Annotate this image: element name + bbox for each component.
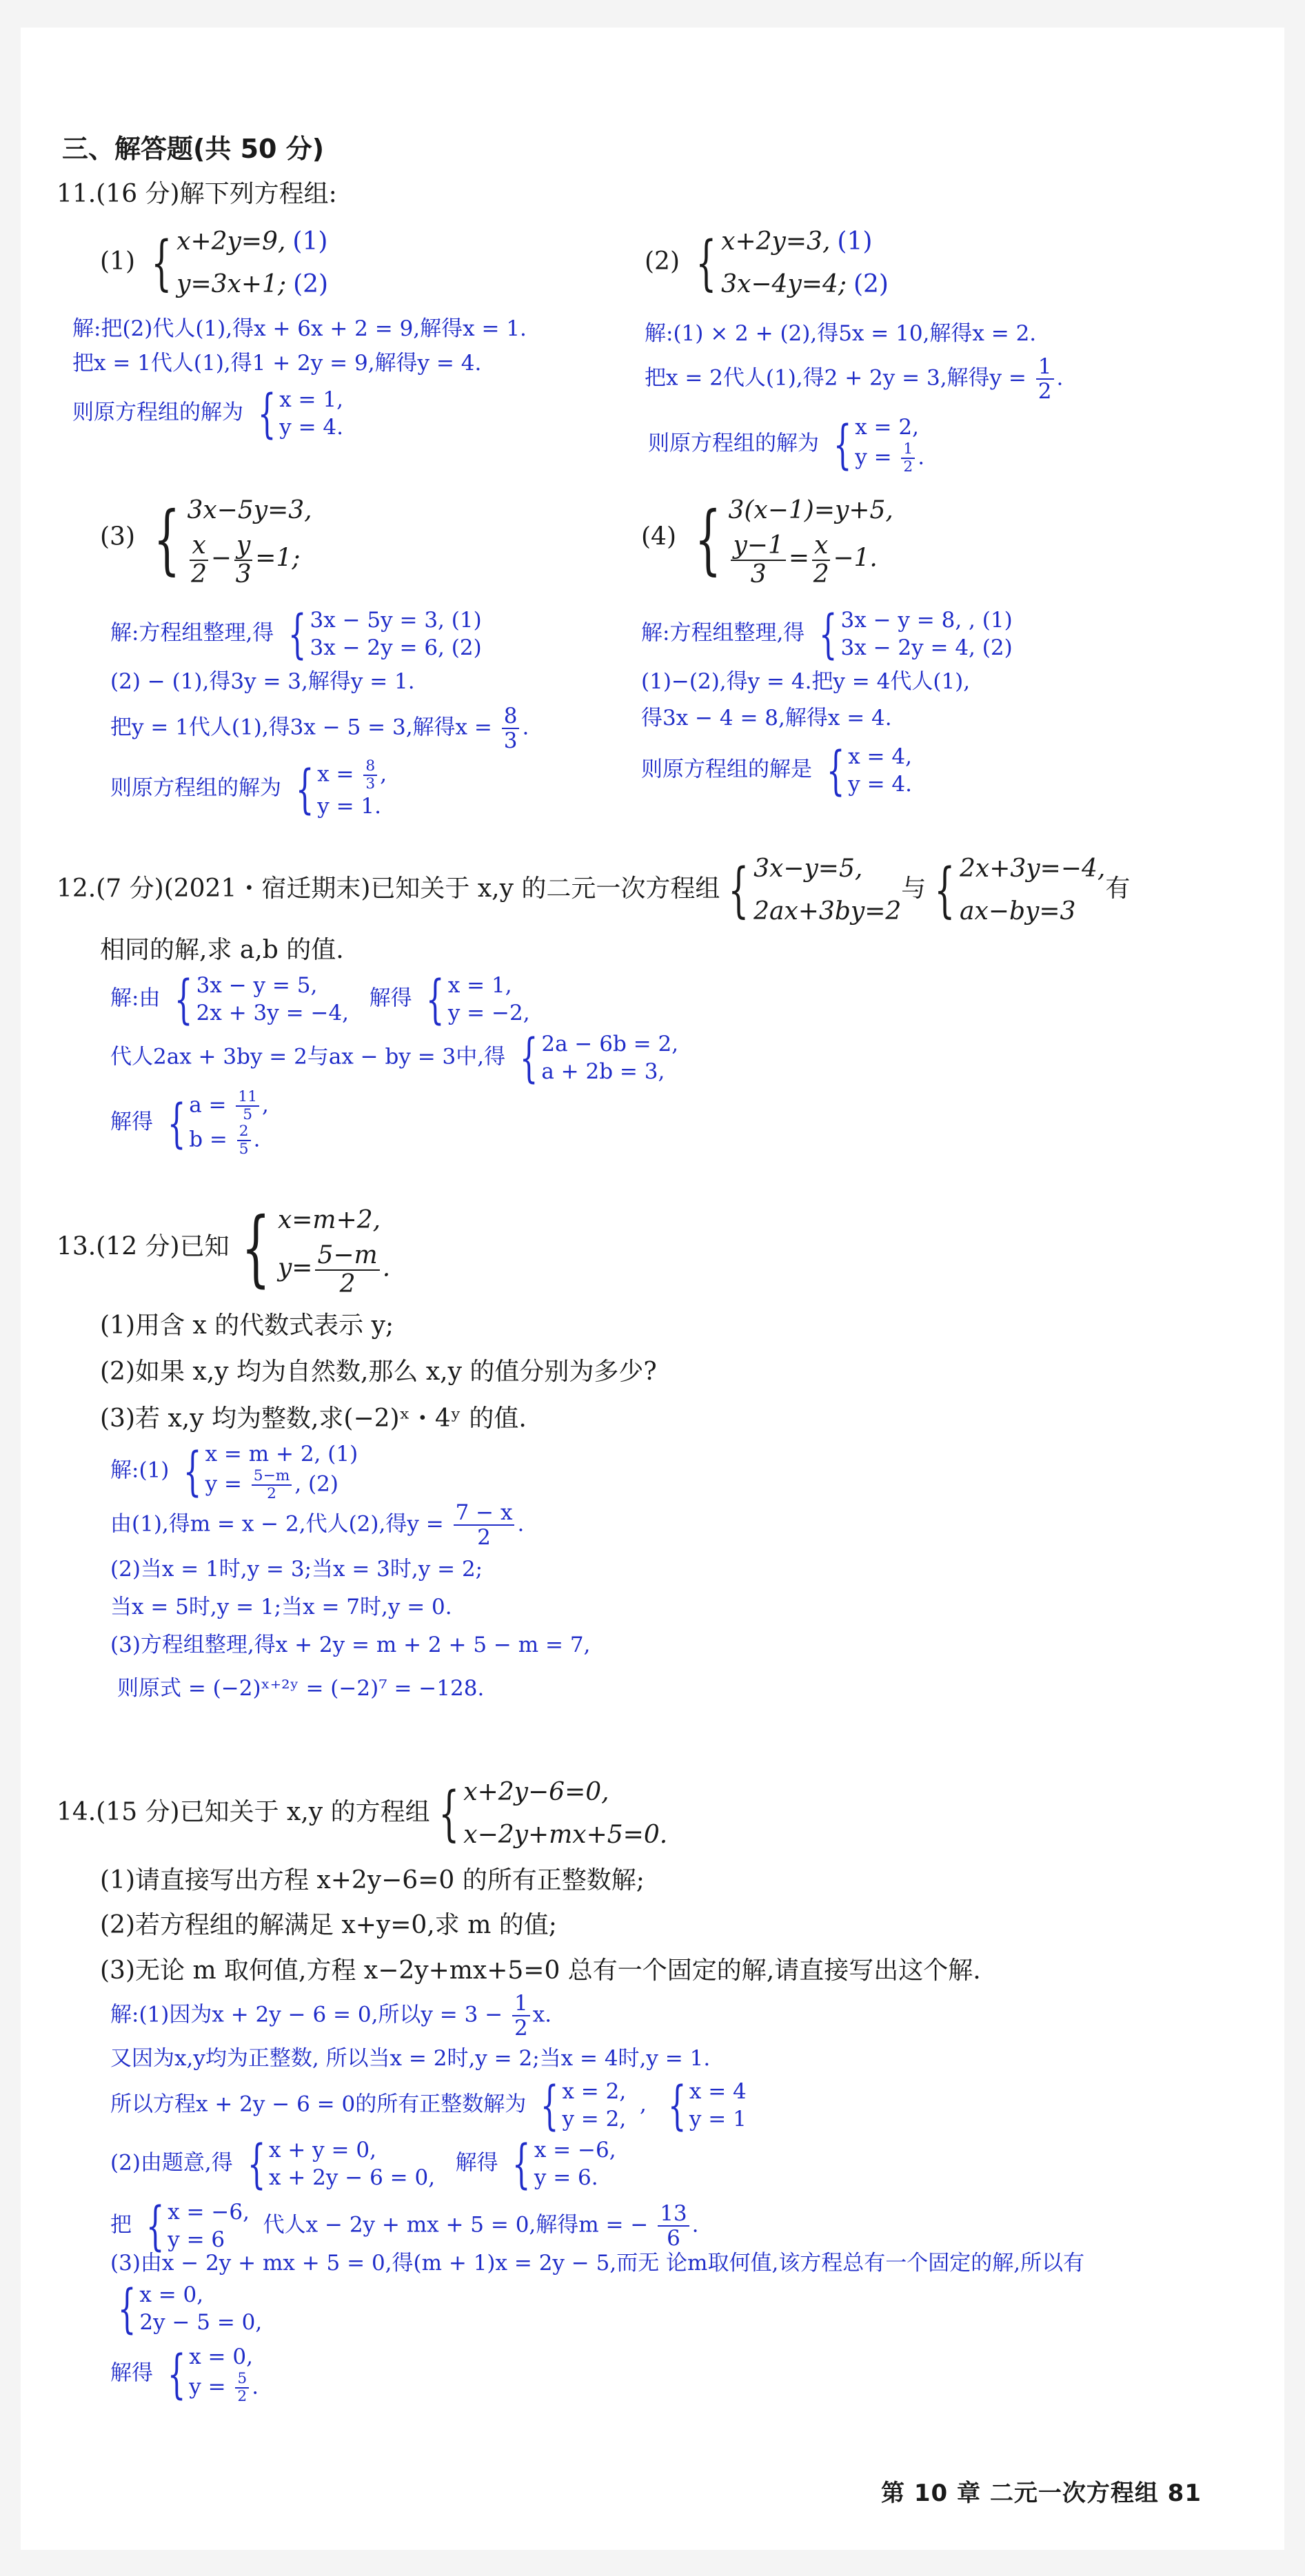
solution-system bbox=[160, 1089, 269, 1157]
answer-text: 代人x − 2y + mx + 5 = 0,解得m = − bbox=[263, 2212, 649, 2238]
equation: 3x−4y=4; bbox=[721, 270, 847, 298]
answer-text: 解得 bbox=[455, 2150, 498, 2176]
q13-answer-line5: (3)方程组整理,得x + 2y = m + 2 + 5 − m = 7, bbox=[110, 1633, 591, 1657]
brace-icon: { bbox=[174, 968, 193, 1030]
q11-part1 bbox=[100, 221, 328, 306]
answer-text: . bbox=[918, 444, 925, 470]
equation-tag: (1) bbox=[292, 227, 328, 256]
solution-system bbox=[288, 758, 387, 820]
answer-text: y = bbox=[205, 1471, 242, 1497]
question-text: 有 bbox=[1105, 875, 1131, 903]
q12-answer-line1 bbox=[110, 968, 530, 1030]
brace-icon: { bbox=[288, 603, 307, 664]
brace-icon: { bbox=[151, 229, 172, 298]
q11-p4-answer-line3: 得3x − 4 = 8,解得x = 4. bbox=[641, 706, 892, 730]
answer-text: 由(1),得m = x − 2,代人(2),得y = bbox=[110, 1511, 444, 1537]
answer-text: x. bbox=[532, 2002, 552, 2027]
fraction bbox=[235, 2371, 249, 2405]
question-text: 13.(12 分)已知 bbox=[57, 1232, 230, 1261]
answer-text: 解:(1) bbox=[110, 1458, 170, 1483]
equation bbox=[278, 1242, 390, 1298]
numerator: 1 bbox=[901, 441, 915, 459]
solution-system bbox=[505, 2133, 616, 2194]
q11-part2 bbox=[645, 221, 889, 306]
brace-icon: { bbox=[512, 2133, 531, 2194]
answer-text: y = bbox=[855, 444, 892, 470]
answer-text: y = bbox=[189, 2374, 226, 2400]
denominator: 2 bbox=[267, 1484, 276, 1502]
q12-answer-line3 bbox=[110, 1089, 269, 1157]
brace-icon: { bbox=[819, 603, 838, 664]
q11-part4 bbox=[641, 489, 893, 588]
q11-p3-answer-line2: (2) − (1),得3y = 3,解得y = 1. bbox=[110, 669, 415, 694]
solution-y: y = 1. bbox=[317, 793, 381, 819]
answer-system bbox=[240, 2133, 436, 2194]
q13-sub1: (1)用含 x 的代数式表示 y; bbox=[100, 1311, 394, 1340]
denominator: 2 bbox=[903, 458, 913, 476]
q14-answer-line5 bbox=[110, 2195, 699, 2256]
solution-x: x = −6, bbox=[534, 2138, 616, 2163]
q14-answer-line6: (3)由x − 2y + mx + 5 = 0,得(m + 1)x = 2y − 5,而无 论m取何值,该方程总有一个固定的解,所以有 bbox=[110, 2251, 1085, 2276]
brace-icon: { bbox=[667, 2074, 686, 2136]
equation: 2x+3y=−4, bbox=[960, 855, 1106, 883]
q11-p4-answer-line2: (1)−(2),得y = 4.把y = 4代人(1), bbox=[641, 669, 971, 694]
brace-icon: { bbox=[241, 1200, 270, 1296]
equation-system bbox=[687, 221, 889, 306]
equation: 3x−y=5, bbox=[753, 855, 863, 883]
fraction bbox=[252, 1468, 292, 1502]
numerator: x bbox=[190, 532, 208, 561]
question-text: 12.(7 分)(2021・宿迁期末)已知关于 x,y 的二元一次方程组 bbox=[57, 875, 720, 903]
q11-p1-answer-line2: 把x = 1代人(1),得1 + 2y = 9,解得y = 4. bbox=[72, 351, 482, 376]
q13-sub2: (2)如果 x,y 均为自然数,那么 x,y 的值分别为多少? bbox=[100, 1358, 657, 1386]
equation-text: . bbox=[382, 1254, 391, 1282]
fraction bbox=[1036, 355, 1054, 403]
brace-icon: { bbox=[145, 2195, 165, 2256]
solution-x: x = −6, bbox=[168, 2200, 250, 2225]
denominator: 5 bbox=[243, 1105, 253, 1123]
denominator: 2 bbox=[477, 1525, 491, 1551]
denominator: 2 bbox=[813, 560, 829, 589]
q12-line2: 相同的解,求 a,b 的值. bbox=[100, 936, 344, 964]
fraction bbox=[901, 441, 915, 476]
q13-stem bbox=[57, 1199, 390, 1298]
equation-tag: (2) bbox=[293, 270, 329, 298]
answer-text: . bbox=[522, 715, 529, 740]
denominator: 3 bbox=[365, 775, 376, 793]
equation: x−2y+mx+5=0. bbox=[463, 1821, 668, 1849]
equation-tag: (1) bbox=[837, 227, 873, 256]
section-title: 三、解答题(共 50 分) bbox=[62, 134, 325, 164]
solution-y: y = 2, bbox=[562, 2107, 627, 2132]
answer-text: b = bbox=[189, 1127, 227, 1152]
q11-p3-answer-line1 bbox=[110, 603, 482, 664]
solution-system bbox=[819, 739, 912, 801]
equation: x+2y−6=0, bbox=[463, 1778, 609, 1806]
answer-equation: 3x − 2y = 6, (2) bbox=[310, 635, 482, 660]
denominator: 3 bbox=[503, 728, 518, 754]
equation: x+2y=3, bbox=[721, 227, 831, 256]
numerator: 8 bbox=[363, 758, 377, 776]
equation: x=m+2, bbox=[277, 1206, 381, 1234]
equation-system bbox=[143, 489, 312, 588]
answer-equation: 3x − 5y = 3, (1) bbox=[310, 608, 482, 633]
fraction bbox=[237, 1123, 251, 1158]
brace-icon: { bbox=[247, 2133, 266, 2194]
equation-text: y= bbox=[277, 1254, 313, 1282]
answer-equation: 3x − 2y = 4, (2) bbox=[840, 635, 1013, 660]
q11-part3 bbox=[100, 489, 312, 588]
brace-icon: { bbox=[519, 1027, 538, 1088]
brace-icon: { bbox=[117, 2278, 136, 2339]
answer-text: . bbox=[1056, 365, 1064, 391]
question-text: 14.(15 分)已知关于 x,y 的方程组 bbox=[57, 1798, 430, 1826]
solution-y: y = 1 bbox=[689, 2107, 747, 2132]
answer-text: 则原方程组的解为 bbox=[72, 400, 243, 425]
solution-y bbox=[855, 441, 924, 476]
solution-x: x = 4 bbox=[689, 2079, 747, 2104]
answer-text: , bbox=[262, 1092, 269, 1118]
fraction bbox=[315, 1242, 379, 1298]
answer-equation: x = m + 2, (1) bbox=[205, 1442, 358, 1466]
solution-x: x = 2, bbox=[562, 2079, 627, 2104]
numerator: y bbox=[234, 532, 252, 561]
answer-text: 解:方程组整理,得 bbox=[641, 620, 805, 646]
q12-answer-line2 bbox=[110, 1027, 679, 1088]
fraction bbox=[236, 1089, 259, 1123]
numerator: 5−m bbox=[315, 1242, 379, 1271]
solution-system bbox=[160, 2343, 259, 2405]
equation-text: =1; bbox=[255, 544, 301, 573]
equation-system bbox=[926, 848, 1105, 933]
answer-equation: 2a − 6b = 2, bbox=[541, 1032, 679, 1056]
answer-equation: 2y − 5 = 0, bbox=[139, 2310, 263, 2335]
q14-answer-line8 bbox=[110, 2343, 259, 2405]
answer-system bbox=[176, 1440, 358, 1502]
denominator: 6 bbox=[667, 2226, 680, 2251]
answer-system bbox=[110, 2278, 263, 2339]
answer-system bbox=[167, 968, 350, 1030]
solution-x: x = 0, bbox=[189, 2344, 253, 2369]
numerator: 5 bbox=[235, 2371, 249, 2389]
q11-p3-answer-line3 bbox=[110, 704, 529, 753]
answer-system bbox=[512, 1027, 679, 1088]
brace-icon: { bbox=[934, 856, 955, 925]
q11-p2-answer-line1: 解:(1) × 2 + (2),得5x = 10,解得x = 2. bbox=[645, 321, 1037, 346]
answer-equation: x + y = 0, bbox=[268, 2138, 376, 2163]
solution-y: y = 6. bbox=[534, 2165, 598, 2190]
answer-equation: 3x − y = 8, , (1) bbox=[840, 608, 1013, 633]
q12-stem bbox=[57, 848, 1130, 933]
numerator: 2 bbox=[237, 1123, 251, 1141]
equation bbox=[728, 532, 893, 588]
answer-text: 则原方程组的解为 bbox=[648, 431, 819, 456]
q11-stem: 11.(16 分)解下列方程组: bbox=[57, 180, 337, 208]
q13-answer-line4: 当x = 5时,y = 1;当x = 7时,y = 0. bbox=[110, 1595, 452, 1619]
answer-text: . bbox=[252, 2374, 259, 2400]
numerator: 5−m bbox=[252, 1468, 292, 1486]
numerator: y−1 bbox=[731, 532, 785, 561]
numerator: x bbox=[812, 532, 830, 561]
equation-system bbox=[143, 221, 328, 306]
solution-system bbox=[660, 2074, 747, 2136]
q11-p3-answer-line4 bbox=[110, 758, 387, 820]
answer-text: 解得 bbox=[369, 985, 412, 1011]
q11-p2-answer-line3 bbox=[648, 413, 924, 476]
separator: , bbox=[639, 2092, 647, 2117]
part-label: (4) bbox=[641, 522, 676, 551]
solution-x: x = 1, bbox=[447, 973, 512, 998]
answer-system bbox=[281, 603, 482, 664]
solution-x bbox=[317, 758, 387, 793]
q13-sub3: (3)若 x,y 均为整数,求(−2)ˣ・4ʸ 的值. bbox=[100, 1404, 527, 1433]
equation-tag: (2) bbox=[853, 270, 889, 298]
solution-system bbox=[826, 413, 924, 476]
part-label: (1) bbox=[100, 247, 135, 276]
brace-icon: { bbox=[728, 856, 749, 925]
answer-text: (2)由题意,得 bbox=[110, 2150, 233, 2176]
equation: 3x−5y=3, bbox=[187, 496, 312, 524]
fraction bbox=[812, 532, 830, 588]
brace-icon: { bbox=[167, 1092, 186, 1154]
fraction bbox=[512, 1992, 530, 2040]
part-label: (3) bbox=[100, 522, 135, 551]
numerator: 13 bbox=[658, 2202, 689, 2227]
answer-text: 解:方程组整理,得 bbox=[110, 620, 274, 646]
answer-equation: 3x − y = 5, bbox=[196, 973, 318, 998]
answer-text: . bbox=[253, 1127, 261, 1152]
answer-text: 所以方程x + 2y − 6 = 0的所有正整数解为 bbox=[110, 2092, 527, 2117]
q13-answer-line6: 则原式 = (−2)ˣ⁺²ʸ = (−2)⁷ = −128. bbox=[117, 1676, 485, 1701]
answer-text: 解:(1)因为x + 2y − 6 = 0,所以y = 3 − bbox=[110, 2002, 503, 2027]
q14-sub2: (2)若方程组的解满足 x+y=0,求 m 的值; bbox=[100, 1911, 557, 1939]
q11-p1-answer-line1: 解:把(2)代人(1),得x + 6x + 2 = 9,解得x = 1. bbox=[72, 316, 527, 341]
denominator: 3 bbox=[235, 560, 252, 589]
answer-equation: 2x + 3y = −4, bbox=[196, 1001, 350, 1025]
equation: 2ax+3by=2 bbox=[753, 897, 902, 926]
brace-icon: { bbox=[695, 494, 722, 583]
answer-text: 把y = 1代人(1),得3x − 5 = 3,解得x = bbox=[110, 715, 492, 740]
denominator: 5 bbox=[239, 1140, 249, 1158]
operator: = bbox=[788, 544, 810, 573]
brace-icon: { bbox=[257, 382, 276, 444]
page-footer: 第 10 章 二元一次方程组 81 bbox=[881, 2480, 1202, 2507]
answer-text: 解:由 bbox=[110, 985, 161, 1011]
numerator: 7 − x bbox=[454, 1501, 515, 1526]
denominator: 2 bbox=[191, 560, 208, 589]
solution-b bbox=[189, 1123, 269, 1158]
denominator: 3 bbox=[750, 560, 767, 589]
equation: ax−by=3 bbox=[960, 897, 1076, 926]
question-text: 与 bbox=[901, 875, 927, 903]
solution-y bbox=[189, 2371, 259, 2405]
numerator: 11 bbox=[236, 1089, 259, 1107]
answer-text: , (2) bbox=[294, 1471, 338, 1497]
solution-system bbox=[533, 2074, 627, 2136]
answer-system bbox=[811, 603, 1013, 664]
part-label: (2) bbox=[645, 247, 680, 276]
solution-a bbox=[189, 1089, 269, 1123]
equation-system bbox=[684, 489, 893, 588]
q14-answer-line7 bbox=[110, 2278, 263, 2339]
answer-text: . bbox=[517, 1511, 525, 1537]
q14-answer-line4 bbox=[110, 2133, 616, 2194]
solution-x: x = 1, bbox=[279, 387, 343, 412]
q14-stem bbox=[57, 1771, 667, 1857]
brace-icon: { bbox=[540, 2074, 559, 2136]
fraction bbox=[454, 1501, 515, 1549]
equation-system bbox=[430, 1771, 668, 1857]
brace-icon: { bbox=[167, 2342, 186, 2404]
equation-system bbox=[720, 848, 901, 933]
brace-icon: { bbox=[295, 757, 314, 819]
numerator: 1 bbox=[1036, 355, 1054, 380]
solution-x: x = 4, bbox=[848, 744, 912, 769]
answer-text: 则原方程组的解是 bbox=[641, 757, 812, 782]
numerator: 1 bbox=[512, 1992, 530, 2016]
brace-icon: { bbox=[826, 739, 845, 801]
answer-equation bbox=[205, 1468, 358, 1502]
answer-text: 把 bbox=[110, 2212, 132, 2238]
q11-p2-answer-line2 bbox=[645, 355, 1063, 403]
equation: y=3x+1; bbox=[176, 270, 287, 298]
numerator: 8 bbox=[502, 704, 520, 729]
equation: x+2y=9, bbox=[176, 227, 286, 256]
fraction bbox=[363, 758, 377, 793]
answer-equation: x = 0, bbox=[139, 2282, 204, 2307]
q13-answer-line3: (2)当x = 1时,y = 3;当x = 3时,y = 2; bbox=[110, 1557, 483, 1582]
q14-answer-line3 bbox=[110, 2074, 747, 2136]
q11-p4-answer-line4 bbox=[641, 739, 912, 801]
solution-system bbox=[418, 968, 530, 1030]
q14-answer-line2: 又因为x,y均为正整数, 所以当x = 2时,y = 2;当x = 4时,y = 1. bbox=[110, 2046, 711, 2071]
answer-text: a = bbox=[189, 1092, 227, 1118]
answer-text: x = bbox=[317, 761, 354, 787]
operator: − bbox=[210, 544, 232, 573]
brace-icon: { bbox=[426, 968, 445, 1030]
equation: 3(x−1)=y+5, bbox=[728, 496, 893, 524]
solution-x: x = 2, bbox=[855, 415, 919, 440]
q13-answer-line2 bbox=[110, 1501, 524, 1549]
brace-icon: { bbox=[183, 1440, 202, 1502]
denominator: 2 bbox=[1038, 379, 1052, 405]
fraction bbox=[190, 532, 208, 588]
brace-icon: { bbox=[154, 494, 181, 583]
q14-answer-line1 bbox=[110, 1992, 552, 2040]
denominator: 2 bbox=[514, 2016, 528, 2041]
solution-y: y = 4. bbox=[848, 772, 912, 797]
solution-system bbox=[139, 2195, 250, 2256]
solution-system bbox=[250, 382, 343, 444]
answer-text: 把x = 2代人(1),得2 + 2y = 3,解得y = bbox=[645, 365, 1026, 391]
equation-system bbox=[230, 1199, 391, 1298]
q11-p4-answer-line1 bbox=[641, 603, 1013, 664]
fraction bbox=[658, 2202, 689, 2250]
fraction bbox=[234, 532, 252, 588]
fraction bbox=[502, 704, 520, 753]
q11-p1-answer-line3 bbox=[72, 382, 343, 444]
answer-text: , bbox=[380, 761, 387, 787]
answer-equation: x + 2y − 6 = 0, bbox=[268, 2165, 436, 2190]
brace-icon: { bbox=[438, 1779, 459, 1848]
q13-answer-line1 bbox=[110, 1440, 358, 1502]
solution-y: y = 4. bbox=[279, 415, 343, 440]
answer-text: 则原方程组的解为 bbox=[110, 775, 281, 801]
brace-icon: { bbox=[696, 229, 717, 298]
answer-equation: a + 2b = 3, bbox=[541, 1059, 665, 1084]
fraction bbox=[731, 532, 785, 588]
equation-text: −1. bbox=[833, 544, 878, 573]
answer-text: 解得 bbox=[110, 2360, 153, 2386]
equation bbox=[187, 532, 312, 588]
q14-sub1: (1)请直接写出方程 x+2y−6=0 的所有正整数解; bbox=[100, 1866, 645, 1894]
answer-text: 代人2ax + 3by = 2与ax − by = 3中,得 bbox=[110, 1044, 506, 1070]
solution-y: y = −2, bbox=[447, 1001, 530, 1025]
brace-icon: { bbox=[833, 413, 852, 475]
answer-text: . bbox=[691, 2212, 699, 2238]
solution-y: y = 6 bbox=[168, 2227, 225, 2252]
answer-text: 解得 bbox=[110, 1110, 153, 1135]
denominator: 2 bbox=[237, 2387, 247, 2405]
denominator: 2 bbox=[339, 1269, 356, 1298]
q14-sub3: (3)无论 m 取何值,方程 x−2y+mx+5=0 总有一个固定的解,请直接写出这个解. bbox=[100, 1956, 981, 1985]
